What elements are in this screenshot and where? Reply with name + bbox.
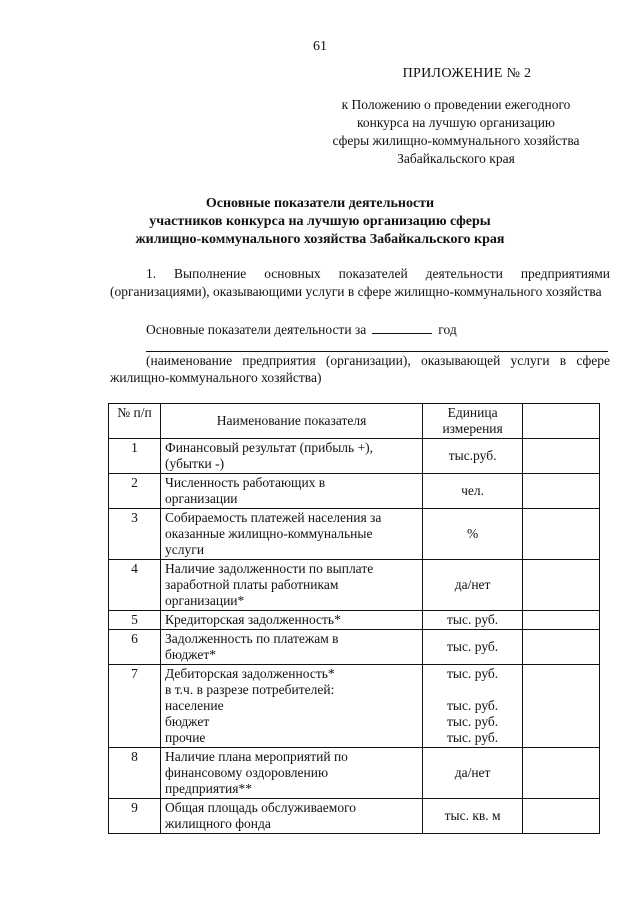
indicator-name-line: заработной платы работникам bbox=[165, 577, 339, 592]
indicator-name-line: Кредиторская задолженность* bbox=[165, 612, 341, 627]
unit-value: тыс. руб. bbox=[447, 698, 499, 713]
unit-value: тыс. руб. bbox=[447, 714, 499, 729]
header-extra bbox=[523, 404, 600, 439]
indicator-name-line: организации bbox=[165, 491, 238, 506]
unit-value bbox=[427, 682, 518, 698]
table-row bbox=[109, 611, 600, 630]
period-blank bbox=[372, 320, 432, 334]
table-row bbox=[109, 474, 600, 509]
indicator-name-line: предприятия** bbox=[165, 781, 252, 796]
table-row bbox=[109, 560, 600, 611]
indicator-name bbox=[161, 474, 423, 509]
unit-cell bbox=[423, 748, 523, 799]
unit-cell bbox=[423, 509, 523, 560]
indicator-name bbox=[161, 439, 423, 474]
indicator-name-line: Финансовый результат (прибыль +), bbox=[165, 440, 374, 455]
row-number: 8 bbox=[109, 748, 161, 799]
appendix-description bbox=[300, 96, 612, 168]
value-cell bbox=[523, 474, 600, 509]
indicator-name-line: финансовому оздоровлению bbox=[165, 765, 329, 780]
value-cell bbox=[523, 509, 600, 560]
section-1-text: 1. Выполнение основных показателей деятельности предприятиями (организациями), оказывающими услуги в сфере жилищно-коммунального хозяйства bbox=[110, 266, 610, 299]
organization-note bbox=[110, 352, 610, 386]
unit-value: тыс. руб. bbox=[447, 639, 499, 654]
unit-value: % bbox=[466, 526, 479, 541]
indicator-name-line: прочие bbox=[165, 730, 206, 745]
unit-cell bbox=[423, 611, 523, 630]
indicator-name-line: в т.ч. в разрезе потребителей: bbox=[165, 682, 335, 697]
indicator-name-line: бюджет* bbox=[165, 647, 216, 662]
unit-cell bbox=[423, 560, 523, 611]
unit-value: тыс. кв. м bbox=[444, 808, 501, 823]
appendix-line: Забайкальского края bbox=[397, 151, 515, 166]
appendix-title: ПРИЛОЖЕНИЕ № 2 bbox=[402, 66, 532, 81]
value-cell bbox=[523, 665, 600, 748]
heading-line: участников конкурса на лучшую организацию сферы bbox=[149, 214, 491, 229]
unit-value: тыс. руб. bbox=[447, 612, 499, 627]
row-number: 3 bbox=[109, 509, 161, 560]
unit-cell bbox=[423, 474, 523, 509]
unit-value: да/нет bbox=[454, 577, 491, 592]
value-cell bbox=[523, 560, 600, 611]
indicator-name-line: (убытки -) bbox=[165, 456, 225, 471]
indicators-table bbox=[108, 403, 600, 834]
unit-cell bbox=[423, 439, 523, 474]
unit-value: чел. bbox=[461, 483, 485, 498]
period-prefix: Основные показатели деятельности за bbox=[146, 322, 367, 337]
unit-cell bbox=[423, 799, 523, 834]
indicator-name-line: оказанные жилищно-коммунальные bbox=[165, 526, 373, 541]
indicator-name-line: Задолженность по платежам в bbox=[165, 631, 339, 646]
value-cell bbox=[523, 630, 600, 665]
table-row bbox=[109, 509, 600, 560]
appendix-line: к Положению о проведении ежегодного bbox=[341, 97, 571, 112]
indicator-name-line: Численность работающих в bbox=[165, 475, 326, 490]
organization-note-text: (наименование предприятия (организации), оказывающей услуги в сфере жилищно-коммунального хозяйства) bbox=[110, 353, 610, 385]
table-row bbox=[109, 630, 600, 665]
indicator-name-line: Общая площадь обслуживаемого bbox=[165, 800, 357, 815]
table-row bbox=[109, 665, 600, 748]
section-1-paragraph bbox=[110, 265, 610, 301]
indicator-name-line: Наличие задолженности по выплате bbox=[165, 561, 374, 576]
table-row bbox=[109, 748, 600, 799]
row-number: 6 bbox=[109, 630, 161, 665]
indicator-name-line: Дебиторская задолженность* bbox=[165, 666, 335, 681]
row-number: 5 bbox=[109, 611, 161, 630]
indicator-name-line: услуги bbox=[165, 542, 205, 557]
row-number: 2 bbox=[109, 474, 161, 509]
header-unit: Единица измерения bbox=[423, 404, 523, 439]
row-number: 4 bbox=[109, 560, 161, 611]
indicator-name-line: бюджет bbox=[165, 714, 210, 729]
heading-line: Основные показатели деятельности bbox=[205, 196, 435, 211]
indicator-name bbox=[161, 611, 423, 630]
table-header-row bbox=[109, 404, 600, 439]
indicator-name bbox=[161, 560, 423, 611]
unit-cell bbox=[423, 630, 523, 665]
value-cell bbox=[523, 799, 600, 834]
unit-value: тыс. руб. bbox=[447, 666, 499, 681]
row-number: 7 bbox=[109, 665, 161, 748]
indicator-name-line: организации* bbox=[165, 593, 245, 608]
header-name: Наименование показателя bbox=[161, 404, 423, 439]
period-line bbox=[146, 320, 457, 338]
table-row bbox=[109, 439, 600, 474]
indicator-name-line: Собираемость платежей населения за bbox=[165, 510, 382, 525]
indicator-name bbox=[161, 630, 423, 665]
unit-value: тыс. руб. bbox=[447, 730, 499, 745]
indicator-name-line: население bbox=[165, 698, 224, 713]
appendix-line: конкурса на лучшую организацию bbox=[356, 115, 556, 130]
header-num: № п/п bbox=[109, 404, 161, 439]
indicator-name-line: Наличие плана мероприятий по bbox=[165, 749, 348, 764]
value-cell bbox=[523, 748, 600, 799]
indicator-name bbox=[161, 509, 423, 560]
document-heading bbox=[100, 195, 540, 249]
appendix-line: сферы жилищно-коммунального хозяйства bbox=[332, 133, 580, 148]
indicator-name bbox=[161, 665, 423, 748]
indicator-name-line: жилищного фонда bbox=[165, 816, 271, 831]
table-row bbox=[109, 799, 600, 834]
period-suffix: год bbox=[438, 322, 457, 337]
row-number: 9 bbox=[109, 799, 161, 834]
value-cell bbox=[523, 611, 600, 630]
unit-value: тыс.руб. bbox=[448, 448, 497, 463]
heading-line: жилищно-коммунального хозяйства Забайкальского края bbox=[135, 232, 505, 247]
unit-value: да/нет bbox=[454, 765, 491, 780]
value-cell bbox=[523, 439, 600, 474]
indicator-name bbox=[161, 799, 423, 834]
indicator-name bbox=[161, 748, 423, 799]
page-number: 61 bbox=[313, 39, 327, 54]
row-number: 1 bbox=[109, 439, 161, 474]
unit-cell bbox=[423, 665, 523, 748]
